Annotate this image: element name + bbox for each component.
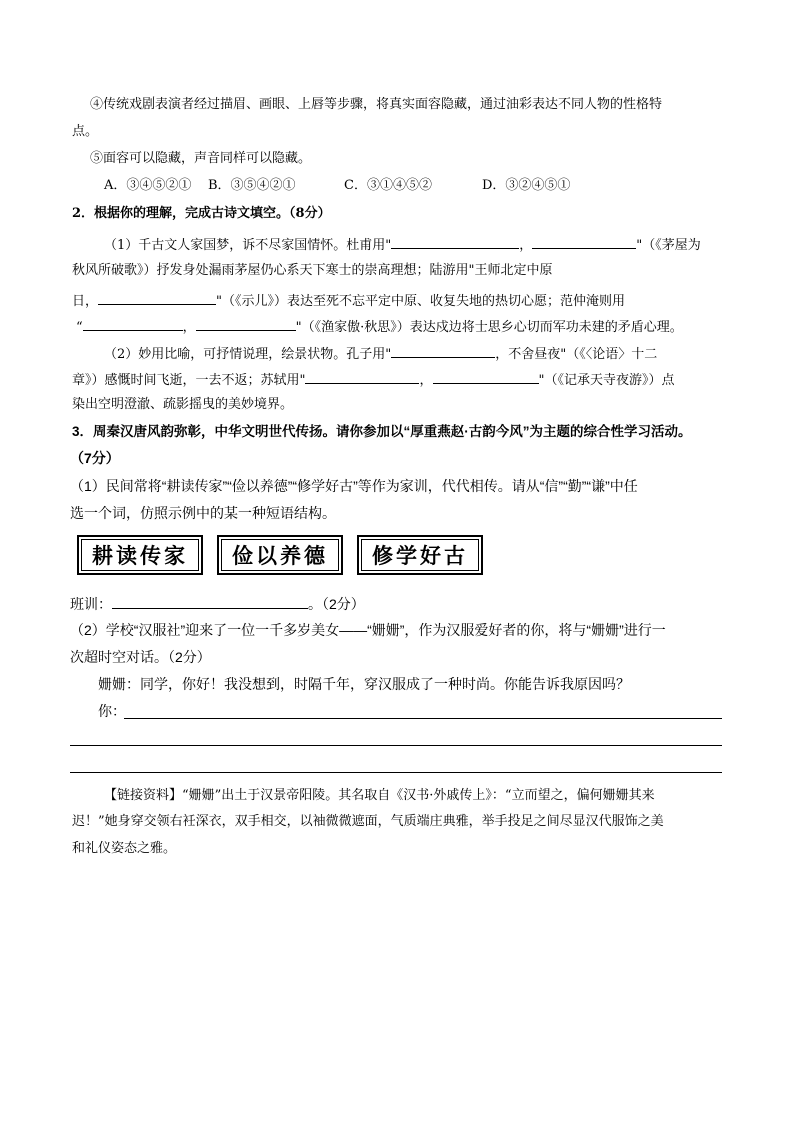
answer-blank[interactable] xyxy=(391,343,495,358)
q1-option-a[interactable]: A．③④⑤②① xyxy=(104,178,192,193)
answer-blank[interactable] xyxy=(98,290,216,305)
answer-blank[interactable] xyxy=(433,369,539,384)
answer-line[interactable] xyxy=(70,745,722,746)
motto-card: 俭以养德 xyxy=(217,535,343,575)
link-material-line1: 【链接资料】“姗姗”出土于汉景帝阳陵。其名取自《汉书·外戚传上》：“立而望之，偏何姗姗其来 xyxy=(104,788,655,803)
motto-card: 耕读传家 xyxy=(77,535,203,575)
q1-item4-line1: ④传统戏剧表演者经过描眉、画眼、上唇等步骤，将真实面容隐藏，通过油彩表达不同人物的性格特 xyxy=(90,97,663,112)
q2-heading: 2．根据你的理解，完成古诗文填空。（8分） xyxy=(72,206,331,221)
link-material-line2: 迟！”她身穿交领右衽深衣，双手相交，以袖微微遮面，气质端庄典雅，举手投足之间尽显汉代服饰之美 xyxy=(72,814,664,829)
q3-s1-line1: （1）民间常将“耕读传家”“俭以养德”“修学好古”等作为家训，代代相传。请从“信”“勤”“谦”中任 xyxy=(70,478,638,494)
q2-p2-line2: 章》）感慨时间飞逝，一去不返；苏轼用" ， "（《记承天寺夜游》）点 xyxy=(72,369,674,390)
q3-heading-line1: 3．周秦汉唐风韵弥彰，中华文明世代传扬。请你参加以“厚重燕赵·古韵今风”为主题的综合性学习活动。 xyxy=(72,424,692,439)
q2-p2-line1: （2）妙用比喻，可抒情说理，绘景状物。孔子用" ，不舍昼夜"（《〈论语〉十二 xyxy=(104,343,657,364)
q2-p1-line3: 日， "（《示儿》）表达至死不忘平定中原、收复失地的热切心愿；范仲淹则用 xyxy=(72,290,625,311)
q2-p1-line1: （1）千古文人家国梦，诉不尽家国情怀。杜甫用" ， "（《茅屋为 xyxy=(104,234,701,255)
answer-blank[interactable] xyxy=(83,316,183,331)
link-material-line3: 和礼仪姿态之雅。 xyxy=(72,841,177,856)
answer-blank[interactable] xyxy=(532,234,636,249)
answer-blank[interactable] xyxy=(391,234,519,249)
q3-s2-line1: （2）学校“汉服社”迎来了一位一千多岁美女——“姗姗”，作为汉服爱好者的你，将与“姗姗”进行一 xyxy=(70,622,666,638)
q3-s1-line2: 选一个词，仿照示例中的某一种短语结构。 xyxy=(70,505,336,521)
q3-shanshan-dialogue: 姗姗：同学，你好！我没想到，时隔千年，穿汉服成了一种时尚。你能告诉我原因吗？ xyxy=(98,676,630,692)
answer-line[interactable] xyxy=(124,718,722,719)
banxun-answer-blank[interactable] xyxy=(112,594,308,609)
q3-banxun: 班训： 。（2分） xyxy=(70,596,365,612)
q1-option-b[interactable]: B．③⑤④②① xyxy=(208,178,296,193)
answer-blank[interactable] xyxy=(305,369,419,384)
q2-p1-line2: 秋风所破歌》）抒发身处漏雨茅屋仍心系天下寒士的崇高理想；陆游用"王师北定中原 xyxy=(72,263,553,278)
q1-item4-line2: 点。 xyxy=(72,124,99,139)
answer-line[interactable] xyxy=(70,772,722,773)
q3-ni-label: 你： xyxy=(98,703,126,719)
q2-p1-line4: “ ， "（《渔家傲·秋思》）表达戍边将士思乡心切而军功未建的矛盾心理。 xyxy=(76,316,683,337)
q3-heading-line2: （7分） xyxy=(70,450,120,466)
q1-option-d[interactable]: D．③②④⑤① xyxy=(482,178,571,193)
q3-s2-line2: 次超时空对话。（2分） xyxy=(70,649,211,665)
q1-option-c[interactable]: C．③①④⑤② xyxy=(344,178,432,193)
q1-item5: ⑤面容可以隐藏，声音同样可以隐藏。 xyxy=(90,151,312,166)
motto-card: 修学好古 xyxy=(357,535,483,575)
q2-p2-line3: 染出空明澄澈、疏影摇曳的美妙境界。 xyxy=(72,397,294,412)
q1-options xyxy=(104,177,570,195)
answer-blank[interactable] xyxy=(196,316,296,331)
